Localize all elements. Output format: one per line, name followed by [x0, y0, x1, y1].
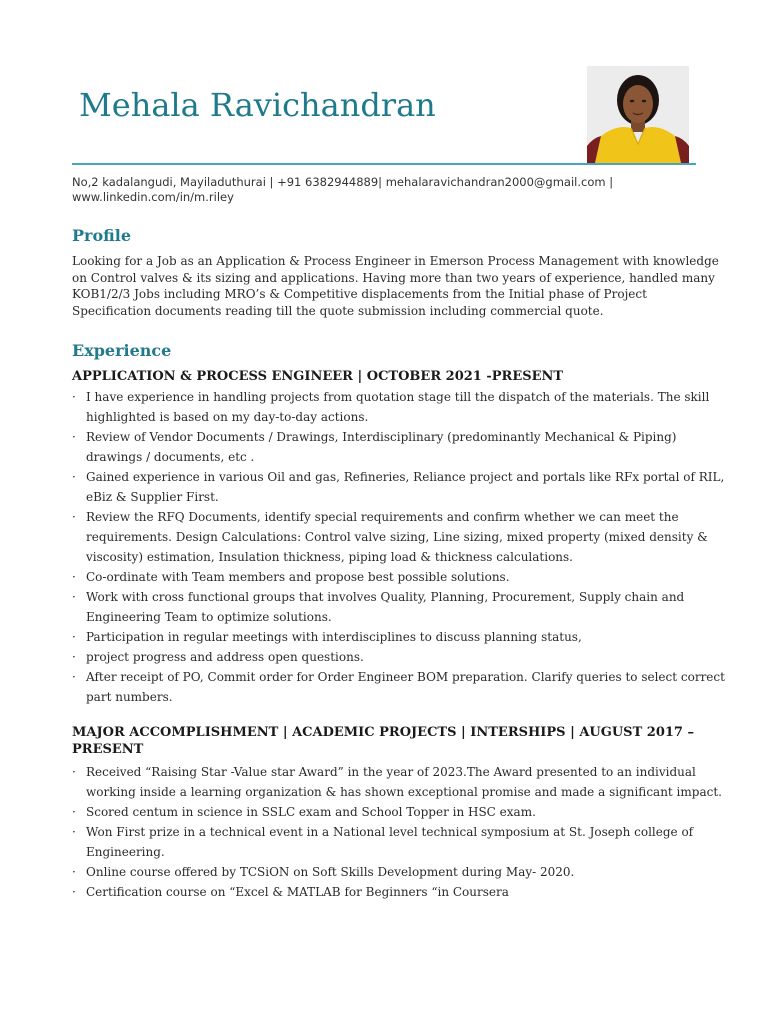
list-item-text: project progress and address open questions. — [86, 650, 364, 664]
job-title-application-engineer — [72, 368, 698, 385]
list-item-text: Review of Vendor Documents / Drawings, Interdisciplinary (predominantly Mechanical & Piping) — [86, 430, 677, 444]
bullet-marker: · — [72, 510, 76, 524]
header-divider — [72, 163, 696, 165]
list-item — [72, 667, 725, 707]
list-item — [72, 862, 702, 882]
job1-responsibilities — [72, 387, 725, 707]
job-title-line: PRESENT — [72, 742, 144, 757]
list-item — [72, 822, 702, 862]
list-item — [72, 647, 702, 667]
bullet-marker: · — [72, 390, 76, 404]
bullet-marker: · — [72, 570, 76, 584]
list-item-text: highlighted is based on my day-to-day actions. — [86, 410, 369, 424]
bullet-marker: · — [72, 885, 76, 899]
bullet-marker: · — [72, 825, 76, 839]
bullet-marker: · — [72, 670, 76, 684]
contact-line-address: No,2 kadalangudi, Mayiladuthurai | +91 6382944889| mehalaravichandran2000@gmail.com | — [72, 175, 614, 189]
list-item — [72, 507, 708, 567]
bullet-marker: · — [72, 430, 76, 444]
list-item-text: eBiz & Supplier First. — [86, 490, 219, 504]
list-item — [72, 387, 710, 427]
profile-line: Specification documents reading till the quote submission including commercial quote. — [72, 303, 604, 318]
candidate-name: Mehala Ravichandran — [79, 86, 436, 124]
list-item-text: Work with cross functional groups that involves Quality, Planning, Procurement, Supply chain and — [86, 590, 685, 604]
bullet-marker: · — [72, 590, 76, 604]
contact-line-linkedin: www.linkedin.com/in/m.riley — [72, 190, 234, 204]
list-item-text: Received “Raising Star -Value star Award” in the year of 2023.The Award presented to an individual — [86, 765, 696, 779]
list-item-text: working inside a learning organization & has shown exceptional promise and made a significant impact. — [86, 785, 722, 799]
list-item — [72, 427, 702, 467]
list-item — [72, 587, 702, 627]
accomplishments-list — [72, 762, 722, 902]
bullet-marker: · — [72, 470, 76, 484]
list-item — [72, 802, 702, 822]
list-item — [72, 567, 702, 587]
profile-summary — [72, 253, 719, 319]
list-item-text: Review the RFQ Documents, identify special requirements and confirm whether we can meet the — [86, 510, 679, 524]
job-title-accomplishments — [72, 724, 698, 758]
list-item — [72, 762, 722, 802]
bullet-marker: · — [72, 650, 76, 664]
list-item-text: Online course offered by TCSiON on Soft Skills Development during May- 2020. — [86, 865, 575, 879]
bullet-marker: · — [72, 765, 76, 779]
job-title-line: APPLICATION & PROCESS ENGINEER | OCTOBER 2021 -PRESENT — [72, 369, 564, 384]
list-item-text: Certification course on “Excel & MATLAB for Beginners “in Coursera — [86, 885, 509, 899]
profile-photo — [587, 66, 689, 163]
bullet-marker: · — [72, 805, 76, 819]
list-item-text: Won First prize in a technical event in a National level technical symposium at St. Joseph college of — [86, 825, 694, 839]
list-item-text: requirements. Design Calculations: Control valve sizing, Line sizing, mixed property (mixed density & — [86, 530, 708, 544]
profile-line: on Control valves & its sizing and applications. Having more than two years of experience, handled many — [72, 270, 715, 285]
list-item-text: Gained experience in various Oil and gas, Refineries, Reliance project and portals like RFx portal of RIL, — [86, 470, 725, 484]
list-item-text: Scored centum in science in SSLC exam and School Topper in HSC exam. — [86, 805, 536, 819]
profile-heading: Profile — [72, 226, 132, 245]
list-item-text: part numbers. — [86, 690, 173, 704]
profile-line: Looking for a Job as an Application & Process Engineer in Emerson Process Management with knowledge — [72, 254, 719, 268]
list-item-text: viscosity) estimation, Insulation thickness, piping load & thickness calculations. — [86, 550, 573, 564]
list-item — [72, 627, 702, 647]
job-title-line: MAJOR ACCOMPLISHMENT | ACADEMIC PROJECTS | INTERSHIPS | AUGUST 2017 – — [72, 725, 694, 740]
list-item-text: I have experience in handling projects from quotation stage till the dispatch of the materials. The skill — [86, 390, 710, 404]
list-item-text: Engineering. — [86, 845, 165, 859]
bullet-marker: · — [72, 630, 76, 644]
bullet-marker: · — [72, 865, 76, 879]
list-item-text: After receipt of PO, Commit order for Order Engineer BOM preparation. Clarify queries to select correct — [86, 670, 725, 684]
list-item-text: Co-ordinate with Team members and propose best possible solutions. — [86, 570, 510, 584]
profile-line: KOB1/2/3 Jobs including MRO’s & Competitive displacements from the Initial phase of Project — [72, 287, 647, 301]
list-item-text: drawings / documents, etc . — [86, 450, 255, 464]
list-item-text: Engineering Team to optimize solutions. — [86, 610, 332, 624]
experience-heading: Experience — [72, 341, 172, 360]
contact-info — [72, 175, 692, 205]
list-item — [72, 467, 725, 507]
list-item — [72, 882, 702, 902]
list-item-text: Participation in regular meetings with interdisciplines to discuss planning status, — [86, 630, 582, 644]
